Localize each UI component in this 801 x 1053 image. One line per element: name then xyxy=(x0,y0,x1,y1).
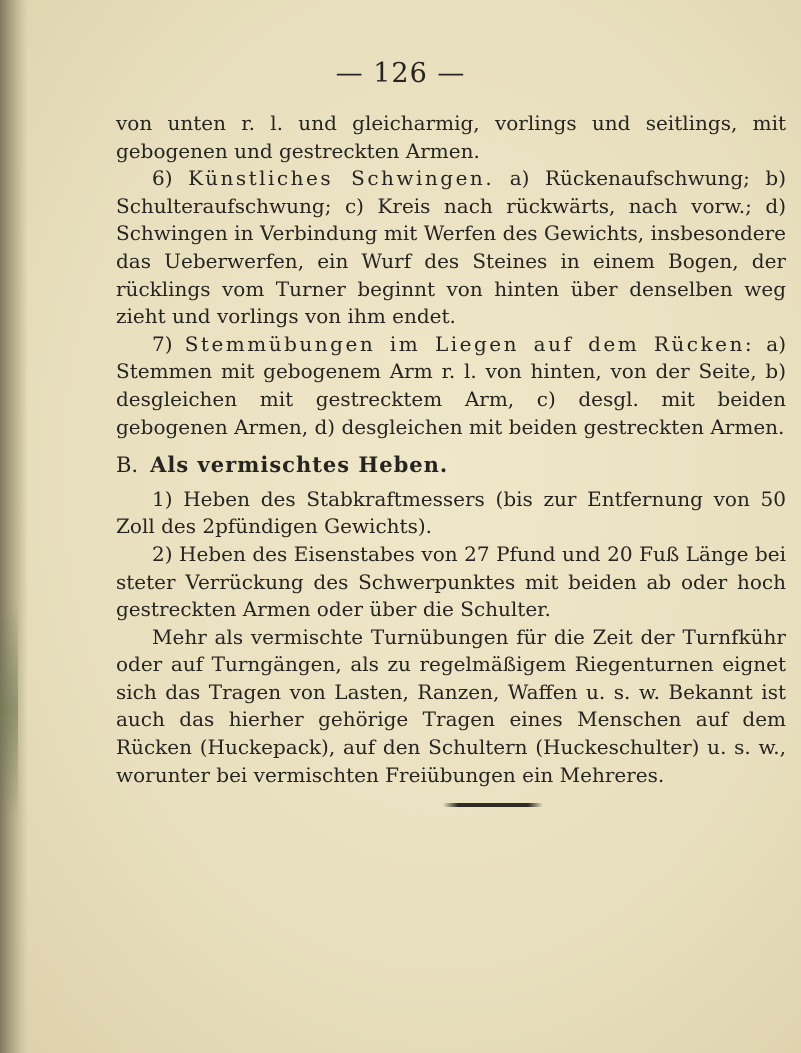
page-stain xyxy=(0,600,18,820)
section-letter: B. xyxy=(116,453,139,478)
paragraph-continuation: von unten r. l. und gleicharmig, vorlings und seitlings, mit gebogenen und gestreckten Armen. xyxy=(116,111,786,163)
page-gutter-shadow xyxy=(0,0,28,1053)
list-item-2: 2) Heben des Eisenstabes von 27 Pfund und 20 Fuß Länge bei steter Verrückung des Schwerpunktes mit beiden ab oder hoch gestreckten Armen oder über die Schulter. xyxy=(116,541,786,622)
paragraph-7-heading: Stemmübungen im Liegen auf dem Rücken: xyxy=(184,331,755,356)
paragraph-7-number: 7) xyxy=(152,331,173,356)
text-block xyxy=(116,110,786,789)
section-heading xyxy=(116,451,786,480)
page-number: — 126 — xyxy=(335,58,466,89)
paragraph-7 xyxy=(116,331,786,441)
paragraph-6-number: 6) xyxy=(152,166,173,191)
paragraph-6-heading: Künstliches Schwingen. xyxy=(188,166,495,191)
paragraph-6-text: a) Rückenaufschwung; b) Schulteraufschwung; c) Kreis nach rückwärts, nach vorw.; d) Schwingen in Verbindung mit Werfen des Gewichts, insbesondere das Ueberwerfen, ein Wurf des Steines in einem Bogen, der rücklings vom Turner beginnt von hinten über denselben weg zieht und vorlings von ihm endet. xyxy=(116,166,787,329)
list-item-1: 1) Heben des Stabkraftmessers (bis zur Entfernung von 50 Zoll des 2pfündigen Gewichts). xyxy=(116,486,786,539)
paragraph-7-text: a) Stemmen mit gebogenem Arm r. l. von hinten, von der Seite, b) desgleichen mit gestrecktem Arm, c) desgl. mit beiden gebogenen Armen, d) desgleichen mit beiden gestreckten Armen. xyxy=(116,331,787,439)
paragraph-6 xyxy=(116,165,786,331)
section-title: Als vermischtes Heben. xyxy=(150,452,449,478)
ornamental-divider xyxy=(443,803,543,807)
closing-paragraph: Mehr als vermischte Turnübungen für die Zeit der Turnfkühr oder auf Turngängen, als zu regelmäßigem Riegenturnen eignet sich das Tragen von Lasten, Ranzen, Waffen u. s. w. Bekannt ist auch das hierher gehörige Tragen eines Menschen auf dem Rücken (Huckepack), auf den Schultern (Huckeschulter) u. s. w., worunter bei vermischten Freiübungen ein Mehreres. xyxy=(116,624,786,787)
